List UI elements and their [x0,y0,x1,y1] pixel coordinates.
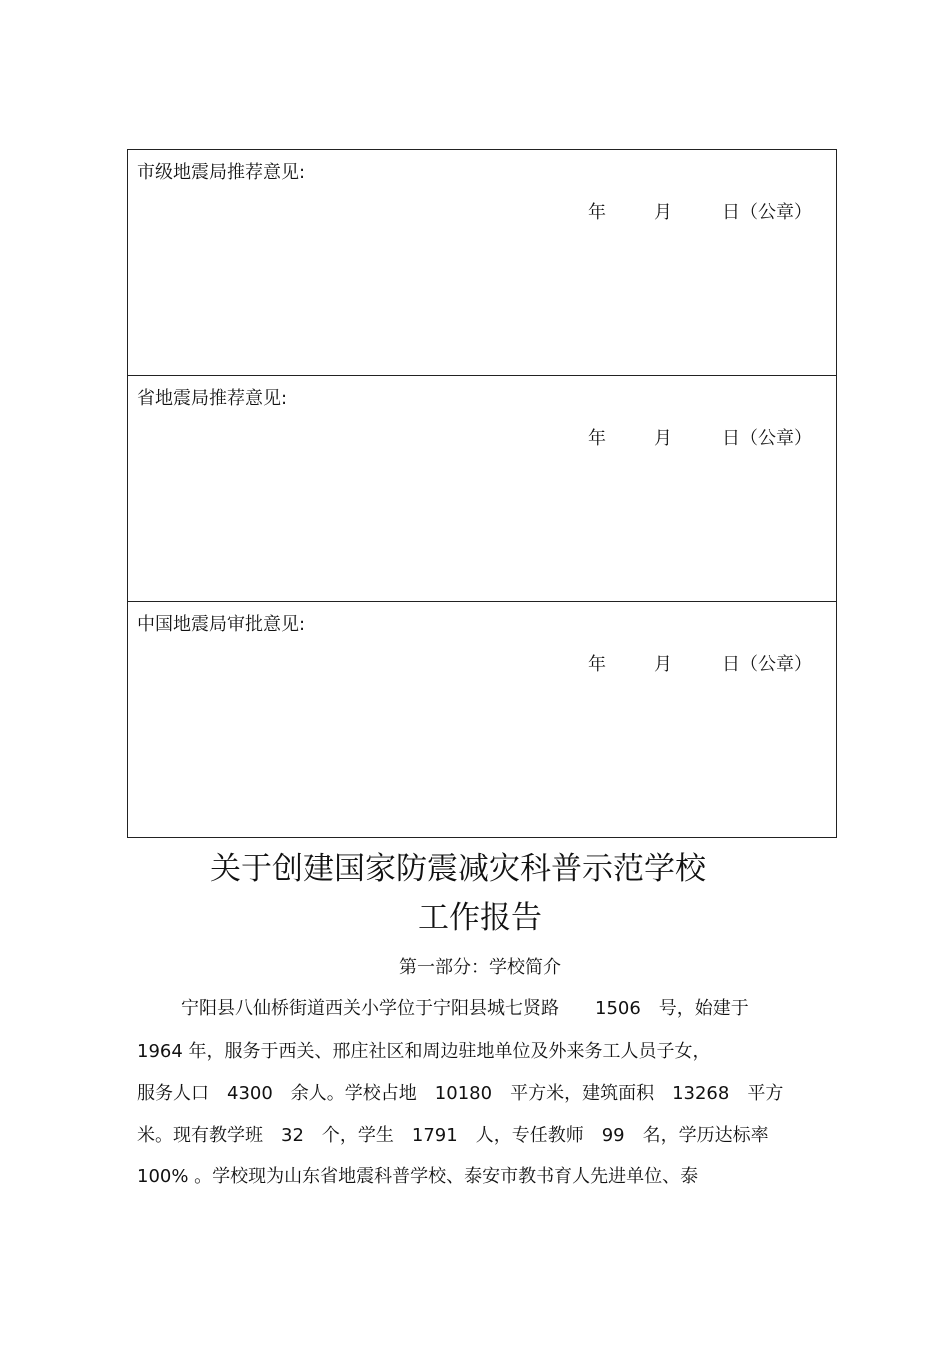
opinion-table [127,149,837,838]
paragraph-line: 100% 。学校现为山东省地震科普学校、泰安市教书育人先进单位、泰 [137,1166,699,1187]
paragraph-line: 1964 年，服务于西关、邢庄社区和周边驻地单位及外来务工人员子女， [137,1041,711,1062]
china-bureau-approval-label: 中国地震局审批意见: [137,614,306,635]
date-month: 月 [654,428,672,449]
date-month: 月 [654,202,672,223]
report-title-line-2: 工作报告 [418,900,542,936]
date-year: 年 [588,428,606,449]
paragraph-line: 服务人口 4300 余人。学校占地 10180 平方米，建筑面积 13268 平方 [137,1083,784,1104]
china-bureau-approval-row [128,602,836,837]
paragraph-line: 宁阳县八仙桥街道西关小学位于宁阳县城七贤路 1506 号，始建于 [181,998,749,1019]
date-day-seal: 日（公章） [722,654,812,675]
date-day-seal: 日（公章） [722,428,812,449]
province-bureau-opinion-row [128,376,836,602]
date-day-seal: 日（公章） [722,202,812,223]
paragraph-line: 米。现有教学班 32 个，学生 1791 人，专任教师 99 名，学历达标率 [137,1125,769,1146]
section-heading: 第一部分：学校简介 [399,957,561,978]
date-year: 年 [588,202,606,223]
report-title-line-1: 关于创建国家防震减灾科普示范学校 [210,851,706,887]
province-bureau-opinion-label: 省地震局推荐意见: [137,388,288,409]
city-bureau-opinion-row [128,150,836,376]
city-bureau-opinion-label: 市级地震局推荐意见: [137,162,306,183]
date-month: 月 [654,654,672,675]
date-year: 年 [588,654,606,675]
